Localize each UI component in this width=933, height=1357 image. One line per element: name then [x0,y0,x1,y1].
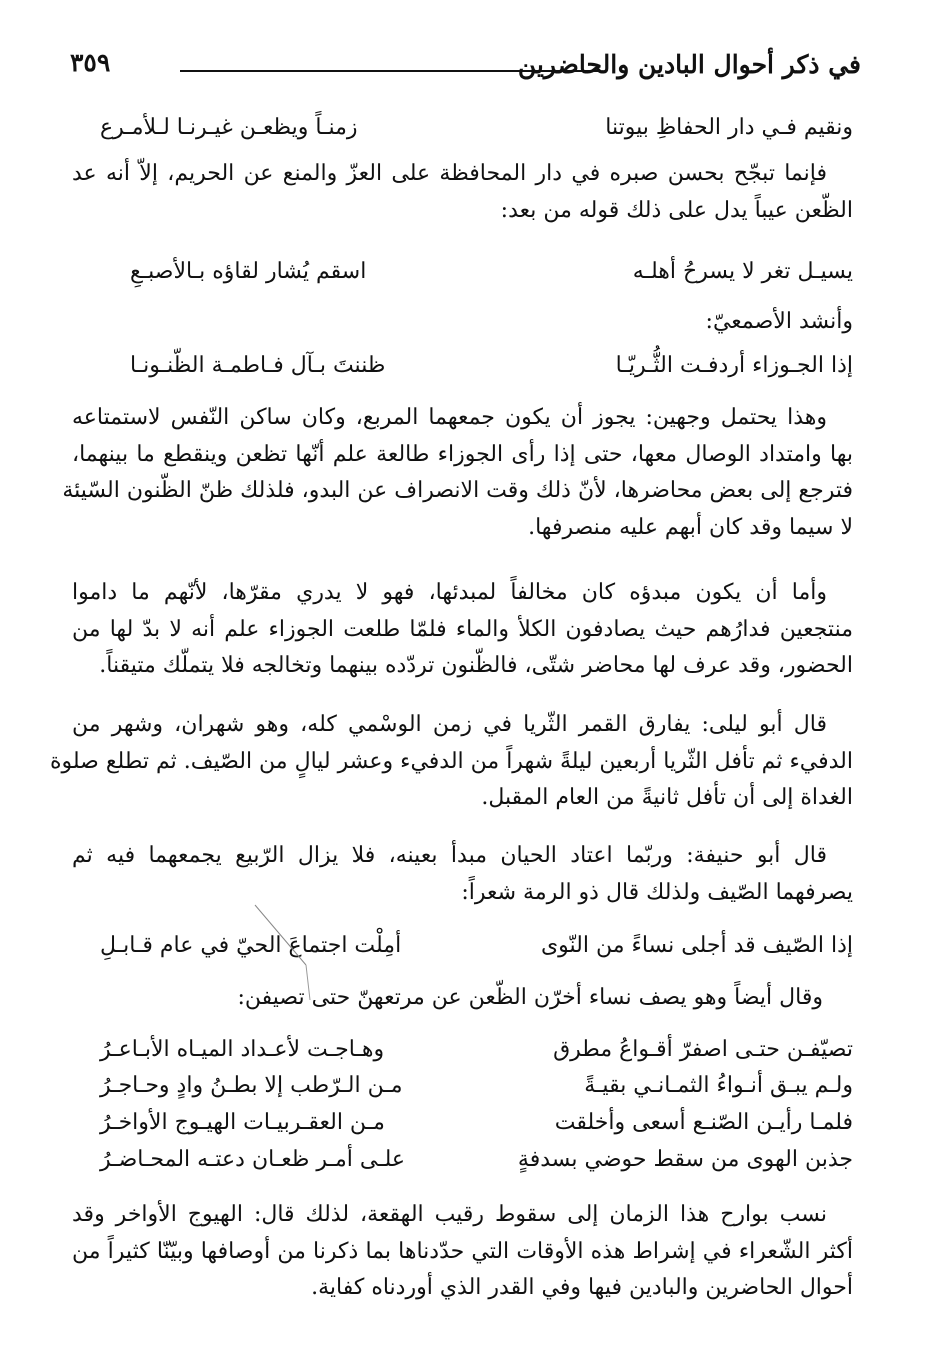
header-rule [180,70,601,72]
text-line: بها وامتداد الوصال معها، حتى إذا رأى الجوزاء طالعة علم أنّها تظعن وينقطع ما بينهما، [72,441,853,467]
text-line: الغداة إلى أن تأفل ثانيةً من العام المقبل. [481,785,853,810]
text-line: لا سيما وقد كان أبهم عليه منصرفها. [528,514,853,540]
verse-first-hemistich: إذا الجـوزاء أردفـت الثُّـريّـا [615,353,853,378]
text-line: يصرفهما الصّيف ولذلك قال ذو الرمة شعراً: [461,879,853,905]
text-line: وأما أن يكون مبدؤه كان مخالفاً لمبدئها، فهو لا يدري مقرّها، لأنّهم ما داموا [72,580,827,605]
text-line: أحوال الحاضرين والبادين فيها وفي القدر الذي أوردناه كفاية. [311,1275,853,1300]
verse-second-hemistich: وهـاجـت لأعـداد الميـاه الأبـاعـرُ [100,1037,385,1062]
text-line: أكثر الشّعراء في إشراط هذه الأوقات التي حدّدناها بما ذكرنا من أوصافها وبيّنّا كثيراً من [72,1238,853,1264]
verse-first-hemistich: إذا الصّيف قد أجلى نساءً من النّوى [540,933,853,958]
verse-line [100,1068,853,1104]
verse-line [100,110,853,146]
verse-second-hemistich: اسقم يُشار لقاؤه بـالأصبـعِ [130,259,367,284]
paragraph [62,400,853,546]
verse-second-hemistich: علـى أمـر ظعـان دعتـه المحـاضـرُ [100,1147,406,1172]
verse-intro: وقال أيضاً وهو يصف نساء أخرّن الظّعن عن مرتعهنّ حتى تصيفن: [237,985,823,1010]
verse-first-hemistich: تصيّفـن حتـى اصفرّ أقـواعُ مطرق [553,1037,853,1062]
text-line: قال أبو ليلى: يفارق القمر الثّريا في زمن الوسْمي كله، وهو شهران، وشهر من [72,712,827,737]
page-number: ٣٥٩ [70,48,111,77]
paragraph [72,575,853,685]
verse-line [100,1032,853,1068]
text-line: الحضور، وقد عرف لها محاضر شتّى، فالظّنون تردّده بينهما وتخالجه فلا يتملّك متيقناً. [99,653,853,678]
verse-first-hemistich: جذبن الهوى من سقط حوضي بسدفةٍ [517,1147,853,1172]
verse-line [130,348,853,384]
verse-first-hemistich: يسيـل تغر لا يسرحُ أهلـه [632,259,853,284]
verse-second-hemistich: زمنـاً ويظعـن غيـرنـا لـلأمـرع [100,115,358,140]
verse-line [100,1142,853,1178]
paragraph [72,1197,853,1307]
paragraph [72,156,853,229]
verse-second-hemistich: ظننتَ بـآل فـاطمـة الظّنـونـا [130,353,386,378]
text-line: الظّعن عيباً يدل على ذلك قوله من بعد: [500,197,853,223]
text-line: فإنما تبجّح بحسن صبره في دار المحافظة على العزّ والمنع عن الحريم، إلاّ أنه عد [72,161,827,186]
running-header [70,42,861,82]
verse-first-hemistich: فلمـا رأيـن الصّنـع أسعى وأخلقت [554,1110,853,1135]
verse-second-hemistich: مـن الـرّطب إلا بطـنُ وادٍ وحـاجـرُ [100,1073,403,1098]
paragraph [72,838,853,911]
text-line: نسب بوارح هذا الزمان إلى سقوط رقيب الهقعة، لذلك قال: الهيوج الأواخر وقد [72,1202,827,1227]
verse-second-hemistich: مـن العقـربيـات الهيـوج الأواخـرُ [100,1110,385,1135]
text-line: وهذا يحتمل وجهين: يجوز أن يكون جمعهما المربع، وكان ساكن النّفس لاستمتاعه [72,405,827,430]
verse-intro: وأنشد الأصمعيّ: [705,309,853,334]
text-line: قال أبو حنيفة: وربّما اعتاد الحيان مبدأ بعينه، فلا يزال الرّبيع يجمعهما فيه ثم [72,843,827,868]
header-title: في ذكر أحوال البادين والحاضرين [517,50,861,79]
verse-first-hemistich: ولـم يبـق أنـواءُ الثمـانـي بقيـةً [584,1073,853,1098]
verse-line [100,928,853,964]
verse-line [100,1105,853,1141]
text-line: الدفيء ثم تأفل الثّريا أربعين ليلةً شهراً من الدفيء وعشر ليالٍ من الصّيف. ثم تطلع صلوة [50,748,853,774]
text-line: فترجع إلى بعض محاضرها، لأنّ ذلك وقت الانصراف عن البدو، فلذلك ظنّ الظّنون السّيئة [62,478,853,503]
verse-first-hemistich: ونقيم فـي دار الحفاظِ بيوتنا [605,115,853,140]
verse-line [130,254,853,290]
verse-second-hemistich: أمِلْت اجتماعَ الحيّ في عام قـابـلِ [100,933,402,958]
text-line: منتجعين فدارُهم حيث يصادفون الكلأ والماء فلمّا طلعت الجوزاء علم أنه لا بدّ لها من [72,616,853,642]
paragraph [50,707,853,817]
